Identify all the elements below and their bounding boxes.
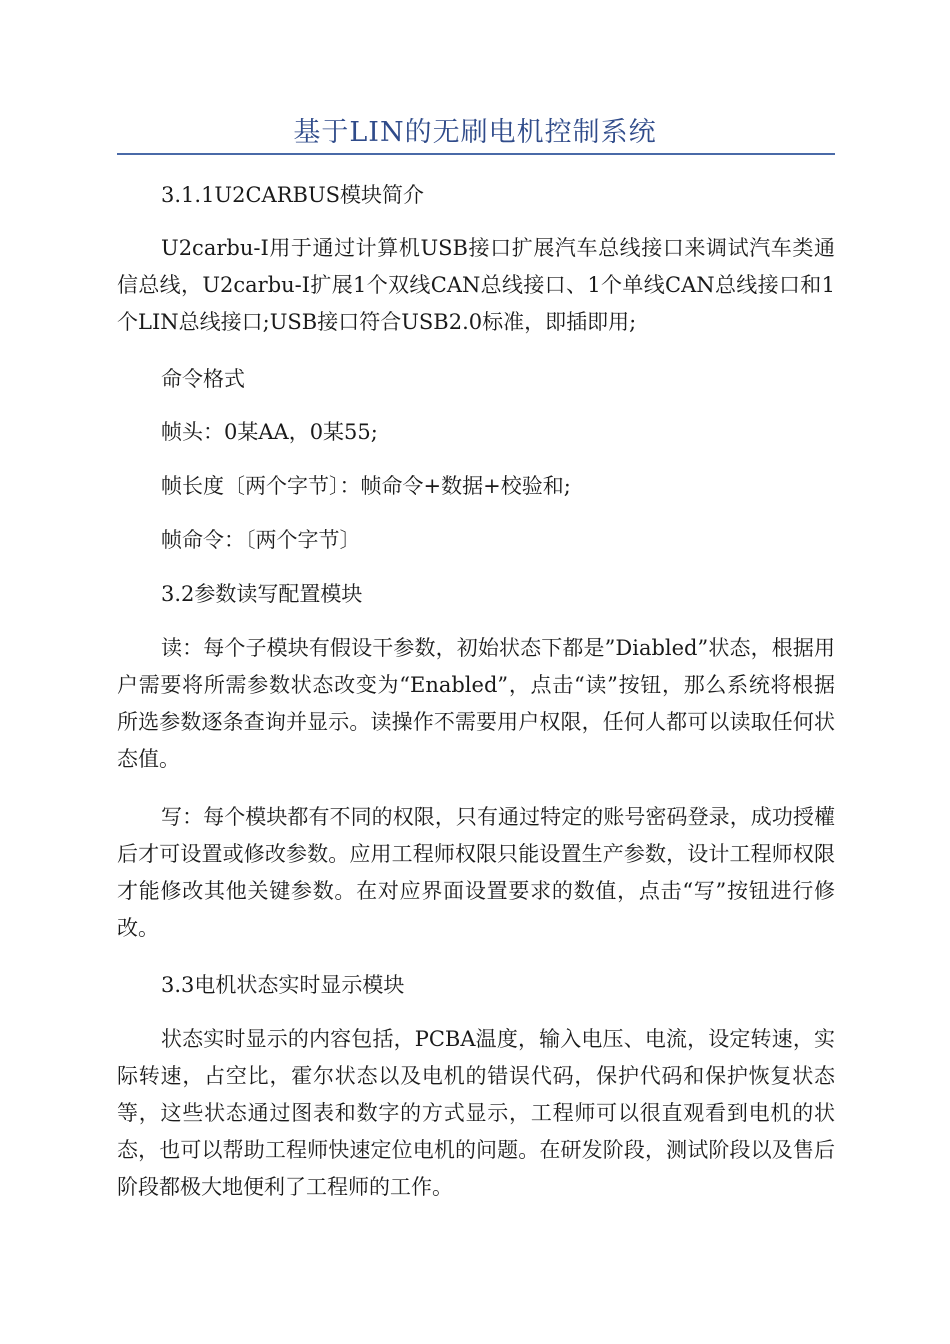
text-line: 帧命令：〔两个字节〕 bbox=[161, 528, 361, 552]
body-paragraph: 读：每个子模块有假设干参数，初始状态下都是”Diabled”状态，根据用户需要将所需参数状态改变为“Enabled”，点击“读”按钮，那么系统将根据所选参数逐条查询并显示。读操作不需要用户权限，任何人都可以读取任何状态值。 bbox=[117, 636, 835, 771]
text-line: 帧头：0某AA，0某55; bbox=[161, 420, 378, 444]
text-line: 帧长度〔两个字节〕：帧命令+数据+校验和; bbox=[161, 474, 571, 498]
section-heading: 3.2参数读写配置模块 bbox=[161, 582, 363, 606]
page-title: 基于LIN的无刷电机控制系统 bbox=[293, 117, 657, 148]
text-line: 命令格式 bbox=[161, 367, 245, 391]
body-paragraph: 状态实时显示的内容包括，PCBA温度，输入电压、电流，设定转速，实际转速，占空比，霍尔状态以及电机的错误代码，保护代码和保护恢复状态等，这些状态通过图表和数字的方式显示，工程师可以很直观看到电机的状态，也可以帮助工程师快速定位电机的问题。在研发阶段，测试阶段以及售后阶段都极大地便利了工程师的工作。 bbox=[117, 1027, 835, 1199]
title-divider bbox=[117, 153, 835, 155]
section-heading: 3.3电机状态实时显示模块 bbox=[161, 973, 405, 997]
section-heading: 3.1.1U2CARBUS模块简介 bbox=[161, 183, 425, 207]
body-paragraph: 写：每个模块都有不同的权限，只有通过特定的账号密码登录，成功授權后才可设置或修改参数。应用工程师权限只能设置生产参数，设计工程师权限才能修改其他关键参数。在对应界面设置要求的数值，点击“写”按钮进行修改。 bbox=[117, 805, 835, 940]
body-paragraph: U2carbu-I用于通过计算机USB接口扩展汽车总线接口来调试汽车类通信总线，U2carbu-I扩展1个双线CAN总线接口、1个单线CAN总线接口和1个LIN总线接口;USB接口符合USB2.0标准，即插即用; bbox=[117, 236, 835, 334]
